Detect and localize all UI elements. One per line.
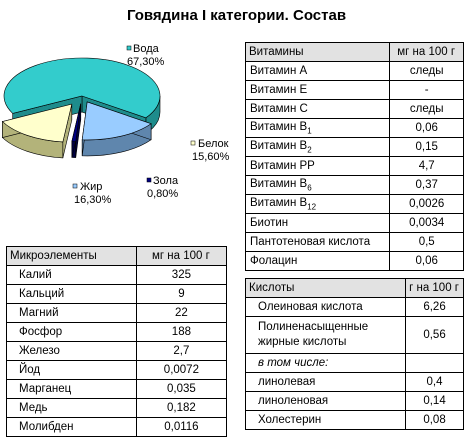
table-row [7,399,227,418]
row-name-text: Пантотеновая кислота [250,236,371,248]
table-row [246,373,464,392]
row-value: 0,37 [390,176,464,195]
table-row [7,418,227,437]
row-value: следы [390,62,464,81]
row-name [246,62,390,81]
row-name [7,399,137,418]
row-name [246,411,406,430]
slice-percent-protein: 15,60% [192,151,230,163]
row-name [7,285,137,304]
table-header-row [246,279,464,298]
row-name-subscript: 2 [307,145,312,155]
row-name-text: линоленовая [258,395,329,407]
table-row [7,285,227,304]
row-value: 0,06 [390,119,464,138]
table-row [7,323,227,342]
table-row [246,138,464,157]
row-name-text: Калий [19,269,52,281]
row-name-text: в том числе: [258,357,329,369]
table-row [246,195,464,214]
vitamins-table [245,42,464,271]
row-name-text: Холестерин [258,414,322,426]
row-name-text: Витамин В [250,177,308,190]
row-name [246,119,390,138]
row-value: 188 [136,323,226,342]
table-row [7,361,227,380]
row-value: 0,035 [136,380,226,399]
slice-percent-water: 67,30% [127,56,165,68]
table-row [246,354,464,373]
table-row [246,392,464,411]
row-value: 0,56 [406,317,464,354]
row-value: 4,7 [390,157,464,176]
row-name-subscript: 12 [307,202,317,212]
row-name-text: Фолацин [250,255,298,267]
row-name [246,195,390,214]
row-name [7,266,137,285]
row-name-text: Витамин С [250,103,308,115]
row-value: следы [390,100,464,119]
table-header-row [7,247,227,266]
column-header-name: Витамины [246,43,390,62]
table-header-row [246,43,464,62]
row-name [246,176,390,195]
row-value: 0,182 [136,399,226,418]
row-name [7,323,137,342]
row-value: 2,7 [136,342,226,361]
row-name-text: Полиненасыщенные жирные кислоты [258,321,369,348]
table-row [246,119,464,138]
row-value: - [390,81,464,100]
page-title: Говядина I категории. Состав [126,7,347,24]
table-row [246,100,464,119]
row-name-text: Марганец [19,383,72,395]
table-row [246,233,464,252]
slice-label-water: Вода [133,43,159,55]
legend-marker-ash [147,178,151,182]
row-name [246,214,390,233]
row-value: 0,5 [390,233,464,252]
row-name [246,392,406,411]
row-name [246,373,406,392]
table-row [246,62,464,81]
row-name [246,252,390,271]
row-name-text: Олеиновая кислота [258,301,363,313]
table-row [246,298,464,317]
slice-label-ash: Зола [153,175,179,187]
row-name-text: Молибден [19,421,74,433]
row-name [246,138,390,157]
table-row [7,342,227,361]
row-name [246,100,390,119]
row-name [246,298,406,317]
row-name-text: Биотин [250,217,289,229]
table-row [7,380,227,399]
legend-marker-water [127,46,131,50]
row-name-text: Витамин В [250,139,308,152]
row-name-subscript: 1 [307,126,312,136]
row-value [406,354,464,373]
legend-marker-fat [73,184,77,188]
microelements-table [6,246,227,437]
row-value: 0,08 [406,411,464,430]
table-row [7,266,227,285]
row-value: 0,4 [406,373,464,392]
row-name-text: Кальций [19,288,65,300]
row-name [7,361,137,380]
row-name-text: Йод [19,364,41,376]
slice-label-fat: Жир [80,181,103,193]
row-name-text: линолевая [258,376,316,388]
row-value: 0,0072 [136,361,226,380]
row-name [7,418,137,437]
row-value: 6,26 [406,298,464,317]
row-name [246,354,406,373]
slice-percent-fat: 16,30% [74,194,112,206]
legend-marker-protein [191,141,195,145]
acids-table [245,278,464,430]
column-header-unit: г на 100 г [406,279,464,298]
table-row [246,176,464,195]
row-value: 22 [136,304,226,323]
row-name [7,304,137,323]
table-row [246,214,464,233]
row-name [246,81,390,100]
column-header-name: Кислоты [246,279,406,298]
column-header-unit: мг на 100 г [136,247,226,266]
table-row [246,317,464,354]
table-row [246,411,464,430]
column-header-name: Микроэлементы [7,247,137,266]
row-name [246,317,406,354]
row-value: 0,06 [390,252,464,271]
row-name [7,342,137,361]
table-row [246,252,464,271]
row-name [246,157,390,176]
row-name-text: Железо [19,345,60,357]
row-name-text: Витамин В [250,120,308,133]
row-name [7,380,137,399]
row-value: 0,0034 [390,214,464,233]
slice-label-protein: Белок [198,138,229,150]
row-value: 0,0116 [136,418,226,437]
row-name-text: Витамин Е [250,84,308,96]
row-value: 0,14 [406,392,464,411]
row-name-text: Витамин РР [250,160,315,172]
row-name-text: Витамин В [250,196,308,209]
row-name [246,233,390,252]
composition-pie-chart [0,38,240,218]
slice-percent-ash: 0,80% [147,188,179,200]
row-value: 0,0026 [390,195,464,214]
row-name-text: Витамин А [250,65,308,77]
row-name-subscript: 6 [307,183,312,193]
row-name-text: Магний [19,307,59,319]
table-row [246,157,464,176]
table-row [246,81,464,100]
row-value: 0,15 [390,138,464,157]
row-name-text: Медь [19,402,48,414]
table-row [7,304,227,323]
row-value: 9 [136,285,226,304]
row-value: 325 [136,266,226,285]
row-name-text: Фосфор [19,326,63,338]
column-header-unit: мг на 100 г [390,43,464,62]
